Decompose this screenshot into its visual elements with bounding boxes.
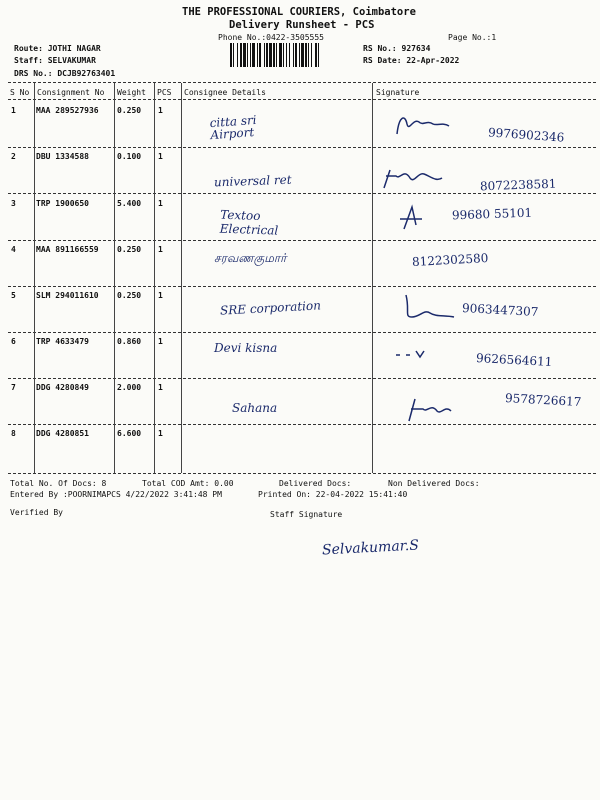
row-signature-scribble [382, 162, 462, 192]
header-pcs: PCS [157, 88, 172, 97]
row-phone: 8122302580 [411, 251, 489, 269]
rs-number: RS No.: 927634 [363, 44, 431, 53]
col-divider [114, 83, 115, 473]
col-divider [34, 83, 35, 473]
row-consignee: Sahana [232, 401, 278, 415]
row-consignment: DDG 4280849 [36, 383, 89, 392]
document-title: Delivery Runsheet - PCS [229, 19, 375, 31]
rs-date: RS Date: 22-Apr-2022 [363, 56, 460, 65]
row-pcs: 1 [158, 383, 163, 392]
row-sno: 2 [11, 152, 16, 161]
route-label: Route: JOTHI NAGAR [14, 44, 101, 53]
row-weight: 0.250 [117, 106, 142, 115]
staff-signature: Selvakumar.S [321, 537, 420, 559]
row-rule [8, 240, 596, 241]
delivered-docs: Delivered Docs: [279, 479, 352, 488]
row-sno: 1 [11, 106, 16, 115]
row-weight: 0.860 [117, 337, 142, 346]
row-sno: 4 [11, 245, 16, 254]
row-sno: 5 [11, 291, 16, 300]
row-rule [8, 147, 596, 148]
row-consignee: citta sri Airport [209, 112, 257, 143]
header-weight: Weight [117, 88, 146, 97]
header-signature: Signature [376, 88, 420, 97]
row-rule [8, 332, 596, 333]
row-consignee: Devi kisna [214, 341, 278, 355]
row-consignee: universal ret [213, 172, 292, 190]
row-signature-scribble [393, 110, 473, 140]
row-signature-scribble [398, 201, 478, 231]
row-consignment: MAA 289527936 [36, 106, 99, 115]
phone-number: Phone No.:0422-3505555 [218, 33, 324, 42]
row-rule [8, 424, 596, 425]
header-rule [8, 99, 596, 100]
row-consignment: TRP 4633479 [36, 337, 89, 346]
total-cod: Total COD Amt: 0.00 [142, 479, 234, 488]
header-consignee: Consignee Details [184, 88, 266, 97]
row-sno: 3 [11, 199, 16, 208]
row-signature-scribble [405, 393, 485, 423]
row-pcs: 1 [158, 199, 163, 208]
row-weight: 5.400 [117, 199, 142, 208]
printed-on: Printed On: 22-04-2022 15:41:40 [258, 490, 408, 499]
row-pcs: 1 [158, 152, 163, 161]
row-weight: 0.100 [117, 152, 142, 161]
row-consignee: சரவணகுமார் [214, 251, 287, 265]
row-weight: 2.000 [117, 383, 142, 392]
drs-number: DRS No.: DCJB92763401 [14, 69, 116, 78]
row-sno: 8 [11, 429, 16, 438]
header-sno: S No [10, 88, 30, 97]
row-pcs: 1 [158, 291, 163, 300]
row-pcs: 1 [158, 429, 163, 438]
row-consignment: DBU 1334588 [36, 152, 89, 161]
barcode [230, 43, 358, 67]
row-weight: 0.250 [117, 245, 142, 254]
row-pcs: 1 [158, 106, 163, 115]
col-divider [181, 83, 182, 473]
row-sno: 7 [11, 383, 16, 392]
row-phone: 9976902346 [487, 125, 565, 145]
row-phone: 9626564611 [475, 351, 553, 369]
total-docs: Total No. Of Docs: 8 [10, 479, 107, 488]
row-rule [8, 193, 596, 194]
row-weight: 6.600 [117, 429, 142, 438]
row-pcs: 1 [158, 245, 163, 254]
col-divider [154, 83, 155, 473]
row-phone: 99680 55101 [451, 205, 533, 223]
row-phone: 8072238581 [479, 176, 557, 194]
page-number: Page No.:1 [448, 33, 497, 42]
non-delivered-docs: Non Delivered Docs: [388, 479, 480, 488]
row-rule [8, 286, 596, 287]
company-title: THE PROFESSIONAL COURIERS, Coimbatore [182, 6, 416, 18]
row-weight: 0.250 [117, 291, 142, 300]
row-consignee: SRE corporation [219, 298, 322, 318]
entered-by: Entered By :POORNIMAPCS 4/22/2022 3:41:48 PM [10, 490, 222, 499]
table-bottom-rule [8, 473, 596, 474]
header-consignment: Consignment No [37, 88, 105, 97]
table-top-rule [8, 82, 596, 83]
verified-by: Verified By [10, 508, 63, 517]
row-consignment: SLM 294011610 [36, 291, 99, 300]
row-consignment: DDG 4280851 [36, 429, 89, 438]
row-pcs: 1 [158, 337, 163, 346]
row-signature-scribble [392, 337, 472, 367]
row-sno: 6 [11, 337, 16, 346]
row-rule [8, 378, 596, 379]
staff-signature-label: Staff Signature [270, 510, 343, 519]
row-phone: 9578726617 [504, 391, 582, 409]
row-consignee: Textoo Electrical [219, 207, 279, 238]
row-signature-scribble [400, 291, 480, 321]
staff-label: Staff: SELVAKUMAR [14, 56, 96, 65]
row-consignment: TRP 1900650 [36, 199, 89, 208]
col-divider [372, 83, 373, 473]
row-consignment: MAA 891166559 [36, 245, 99, 254]
row-phone: 9063447307 [461, 301, 539, 319]
